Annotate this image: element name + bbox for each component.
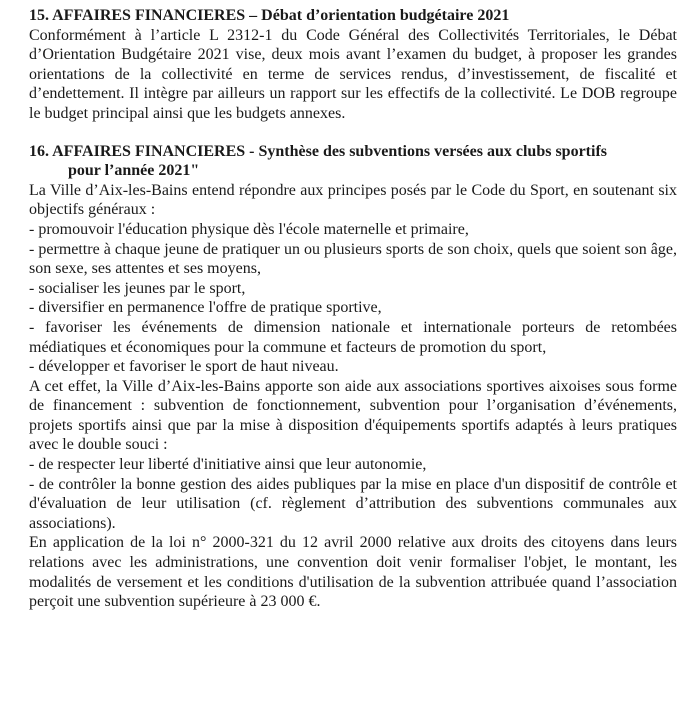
concerns-list (29, 455, 677, 533)
document-page (29, 6, 677, 612)
section-16-support: A cet effet, la Ville d’Aix-les-Bains apporte son aide aux associations sportives aixoises sous forme de financement : subvention de fonctionnement, subvention pour l’organisation d’événements, projets sportifs ainsi que par la mise à disposition d'équipements sportifs adaptés à leurs pratiques avec le double souci : (29, 377, 677, 454)
concern-item: - de respecter leur liberté d'initiative ainsi que leur autonomie, (29, 456, 427, 474)
section-16-title-line1: 16. AFFAIRES FINANCIERES - Synthèse des subventions versées aux clubs sportifs (29, 142, 607, 160)
section-16-title-line2: pour l’année 2021" (68, 162, 200, 180)
objective-item: - socialiser les jeunes par le sport, (29, 279, 246, 297)
section-16-law: En application de la loi n° 2000-321 du 12 avril 2000 relative aux droits des citoyens dans leurs relations avec les administrations, une convention doit venir formaliser l'objet, le montant, les modalités de versement et les conditions d'utilisation de la subvention attribuée quand l’association perçoit une subvention supérieure à 23 000 €. (29, 534, 677, 611)
objectives-list (29, 220, 677, 377)
section-16-intro: La Ville d’Aix-les-Bains entend répondre aux principes posés par le Code du Sport, en soutenant six objectifs généraux : (29, 181, 677, 219)
section-15-title: 15. AFFAIRES FINANCIERES – Débat d’orientation budgétaire 2021 (29, 7, 510, 24)
section-gap (29, 124, 677, 142)
objective-item: - favoriser les événements de dimension nationale et internationale porteurs de retombées médiatiques et économiques pour la commune et facteurs de promotion du sport, (29, 318, 677, 356)
section-15-body: Conformément à l’article L 2312-1 du Code Général des Collectivités Territoriales, le Débat d’Orientation Budgétaire 2021 vise, deux mois avant l’examen du budget, à proposer les grandes orientations de la collectivité en terme de services rendus, d’investissement, de fiscalité et d’endettement. Il intègre par ailleurs un rapport sur les effectifs de la collectivité. Le DOB regroupe le budget principal ainsi que les budgets annexes. (29, 26, 677, 122)
objective-item: - permettre à chaque jeune de pratiquer un ou plusieurs sports de son choix, quels que soient son âge, son sexe, ses attentes et ses moyens, (29, 240, 677, 278)
objective-item: - diversifier en permanence l'offre de pratique sportive, (29, 299, 382, 317)
section-16-title (29, 142, 677, 181)
objective-item: - promouvoir l'éducation physique dès l'école maternelle et primaire, (29, 220, 469, 238)
objective-item: - développer et favoriser le sport de haut niveau. (29, 358, 339, 376)
concern-item: - de contrôler la bonne gestion des aides publiques par la mise en place d'un dispositif de contrôle et d'évaluation de leur utilisation (cf. règlement d’attribution des subventions communales aux associations). (29, 475, 677, 532)
